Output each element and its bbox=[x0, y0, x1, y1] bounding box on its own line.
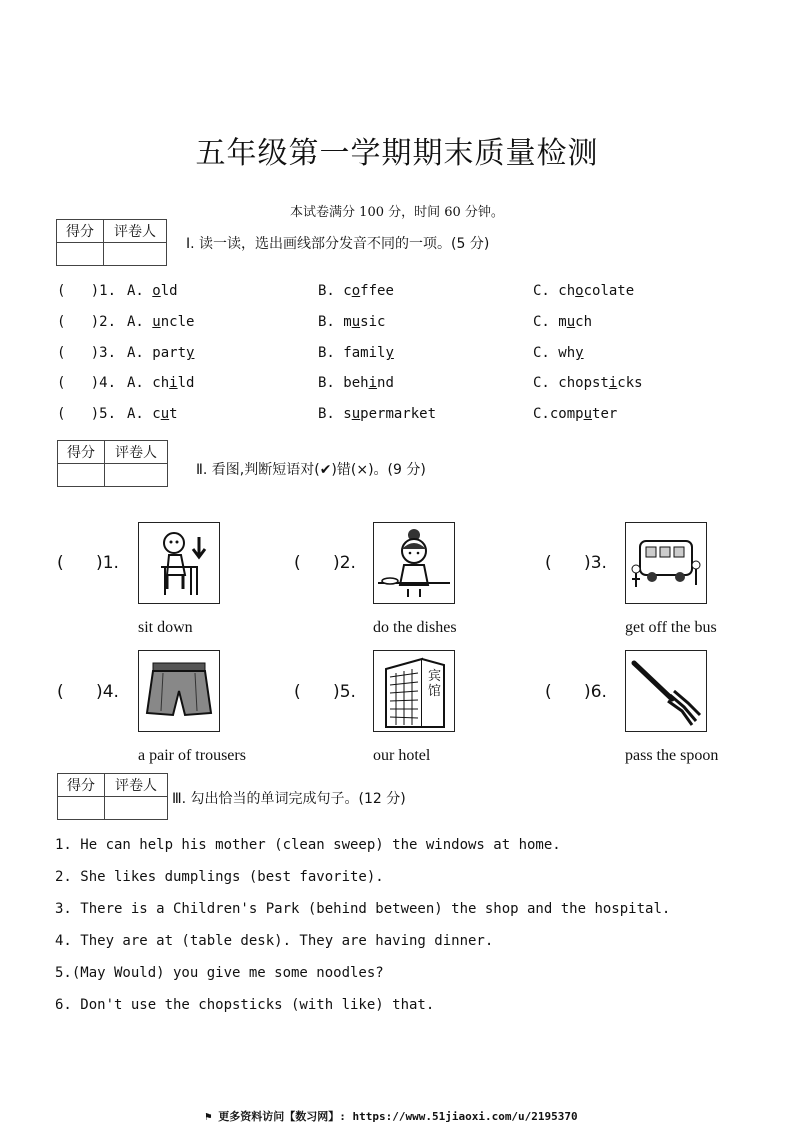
grader-cell[interactable] bbox=[105, 797, 168, 820]
option-c[interactable]: C. chocolate bbox=[533, 283, 635, 299]
answer-paren-1[interactable]: ( )1. bbox=[57, 553, 119, 573]
shorts-icon bbox=[138, 650, 220, 732]
option-c[interactable]: C. chopsticks bbox=[533, 375, 643, 391]
question-row bbox=[57, 406, 747, 428]
score-label: 得分 bbox=[58, 774, 105, 797]
fork-icon bbox=[625, 650, 707, 732]
question-number[interactable]: ( )2. bbox=[57, 314, 117, 330]
score-table-1 bbox=[56, 219, 167, 266]
option-c[interactable]: C. much bbox=[533, 314, 593, 330]
score-cell[interactable] bbox=[58, 797, 105, 820]
sentence-1: 1. He can help his mother (clean sweep) the windows at home. bbox=[55, 837, 561, 853]
sentence-2: 2. She likes dumplings (best favorite). bbox=[55, 869, 384, 885]
grader-cell[interactable] bbox=[105, 464, 168, 487]
score-cell[interactable] bbox=[57, 243, 104, 266]
caption-2: do the dishes bbox=[373, 619, 457, 636]
grader-cell[interactable] bbox=[104, 243, 167, 266]
answer-paren-4[interactable]: ( )4. bbox=[57, 682, 119, 702]
caption-6: pass the spoon bbox=[625, 747, 719, 764]
answer-paren-6[interactable]: ( )6. bbox=[545, 682, 607, 702]
footer-text: 更多资料访问【数习网】: https://www.51jiaoxi.com/u/2195370 bbox=[218, 1110, 578, 1123]
exam-info: 本试卷满分 100 分，时间 60 分钟。 bbox=[290, 205, 504, 220]
option-b[interactable]: B. music bbox=[318, 314, 386, 330]
sentence-5: 5.(May Would) you give me some noodles? bbox=[55, 965, 384, 981]
question-number[interactable]: ( )3. bbox=[57, 345, 117, 361]
option-b[interactable]: B. behind bbox=[318, 375, 394, 391]
option-a[interactable]: A. uncle bbox=[127, 314, 195, 330]
question-row bbox=[57, 375, 747, 397]
hotel-sign: 宾馆 bbox=[428, 669, 442, 699]
section3-heading: Ⅲ. 勾出恰当的单词完成句子。(12 分) bbox=[172, 791, 406, 807]
answer-paren-2[interactable]: ( )2. bbox=[294, 553, 356, 573]
score-table-3 bbox=[57, 773, 168, 820]
grader-label: 评卷人 bbox=[105, 441, 168, 464]
option-a[interactable]: A. cut bbox=[127, 406, 178, 422]
question-row bbox=[57, 345, 747, 367]
caption-4: a pair of trousers bbox=[138, 747, 246, 764]
caption-5: our hotel bbox=[373, 747, 431, 764]
question-row bbox=[57, 314, 747, 336]
sentence-3: 3. There is a Children's Park (behind between) the shop and the hospital. bbox=[55, 901, 671, 917]
option-a[interactable]: A. child bbox=[127, 375, 195, 391]
sentence-4: 4. They are at (table desk). They are having dinner. bbox=[55, 933, 494, 949]
page-title: 五年级第一学期期末质量检测 bbox=[195, 136, 599, 171]
option-b[interactable]: B. family bbox=[318, 345, 394, 361]
sitting-boy-icon bbox=[138, 522, 220, 604]
option-b[interactable]: B. supermarket bbox=[318, 406, 437, 422]
option-c[interactable]: C.computer bbox=[533, 406, 618, 422]
grader-label: 评卷人 bbox=[104, 220, 167, 243]
section2-heading: Ⅱ. 看图,判断短语对(✔)错(×)。(9 分) bbox=[196, 462, 426, 478]
option-c[interactable]: C. why bbox=[533, 345, 584, 361]
option-b[interactable]: B. coffee bbox=[318, 283, 394, 299]
option-a[interactable]: A. old bbox=[127, 283, 178, 299]
question-number[interactable]: ( )1. bbox=[57, 283, 117, 299]
girl-washing-dishes-icon bbox=[373, 522, 455, 604]
answer-paren-5[interactable]: ( )5. bbox=[294, 682, 356, 702]
answer-paren-3[interactable]: ( )3. bbox=[545, 553, 607, 573]
score-table-2 bbox=[57, 440, 168, 487]
question-number[interactable]: ( )5. bbox=[57, 406, 117, 422]
footer-link[interactable] bbox=[205, 1108, 578, 1124]
caption-1: sit down bbox=[138, 619, 193, 636]
score-label: 得分 bbox=[57, 220, 104, 243]
bus-icon bbox=[625, 522, 707, 604]
section1-heading: Ⅰ. 读一读，选出画线部分发音不同的一项。(5 分) bbox=[186, 236, 490, 252]
question-number[interactable]: ( )4. bbox=[57, 375, 117, 391]
grader-label: 评卷人 bbox=[105, 774, 168, 797]
question-row bbox=[57, 283, 747, 305]
caption-3: get off the bus bbox=[625, 619, 717, 636]
hotel-building-icon bbox=[373, 650, 455, 732]
score-cell[interactable] bbox=[58, 464, 105, 487]
option-a[interactable]: A. party bbox=[127, 345, 195, 361]
score-label: 得分 bbox=[58, 441, 105, 464]
sentence-6: 6. Don't use the chopsticks (with like) that. bbox=[55, 997, 435, 1013]
flag-icon: ⚑ bbox=[205, 1110, 219, 1123]
